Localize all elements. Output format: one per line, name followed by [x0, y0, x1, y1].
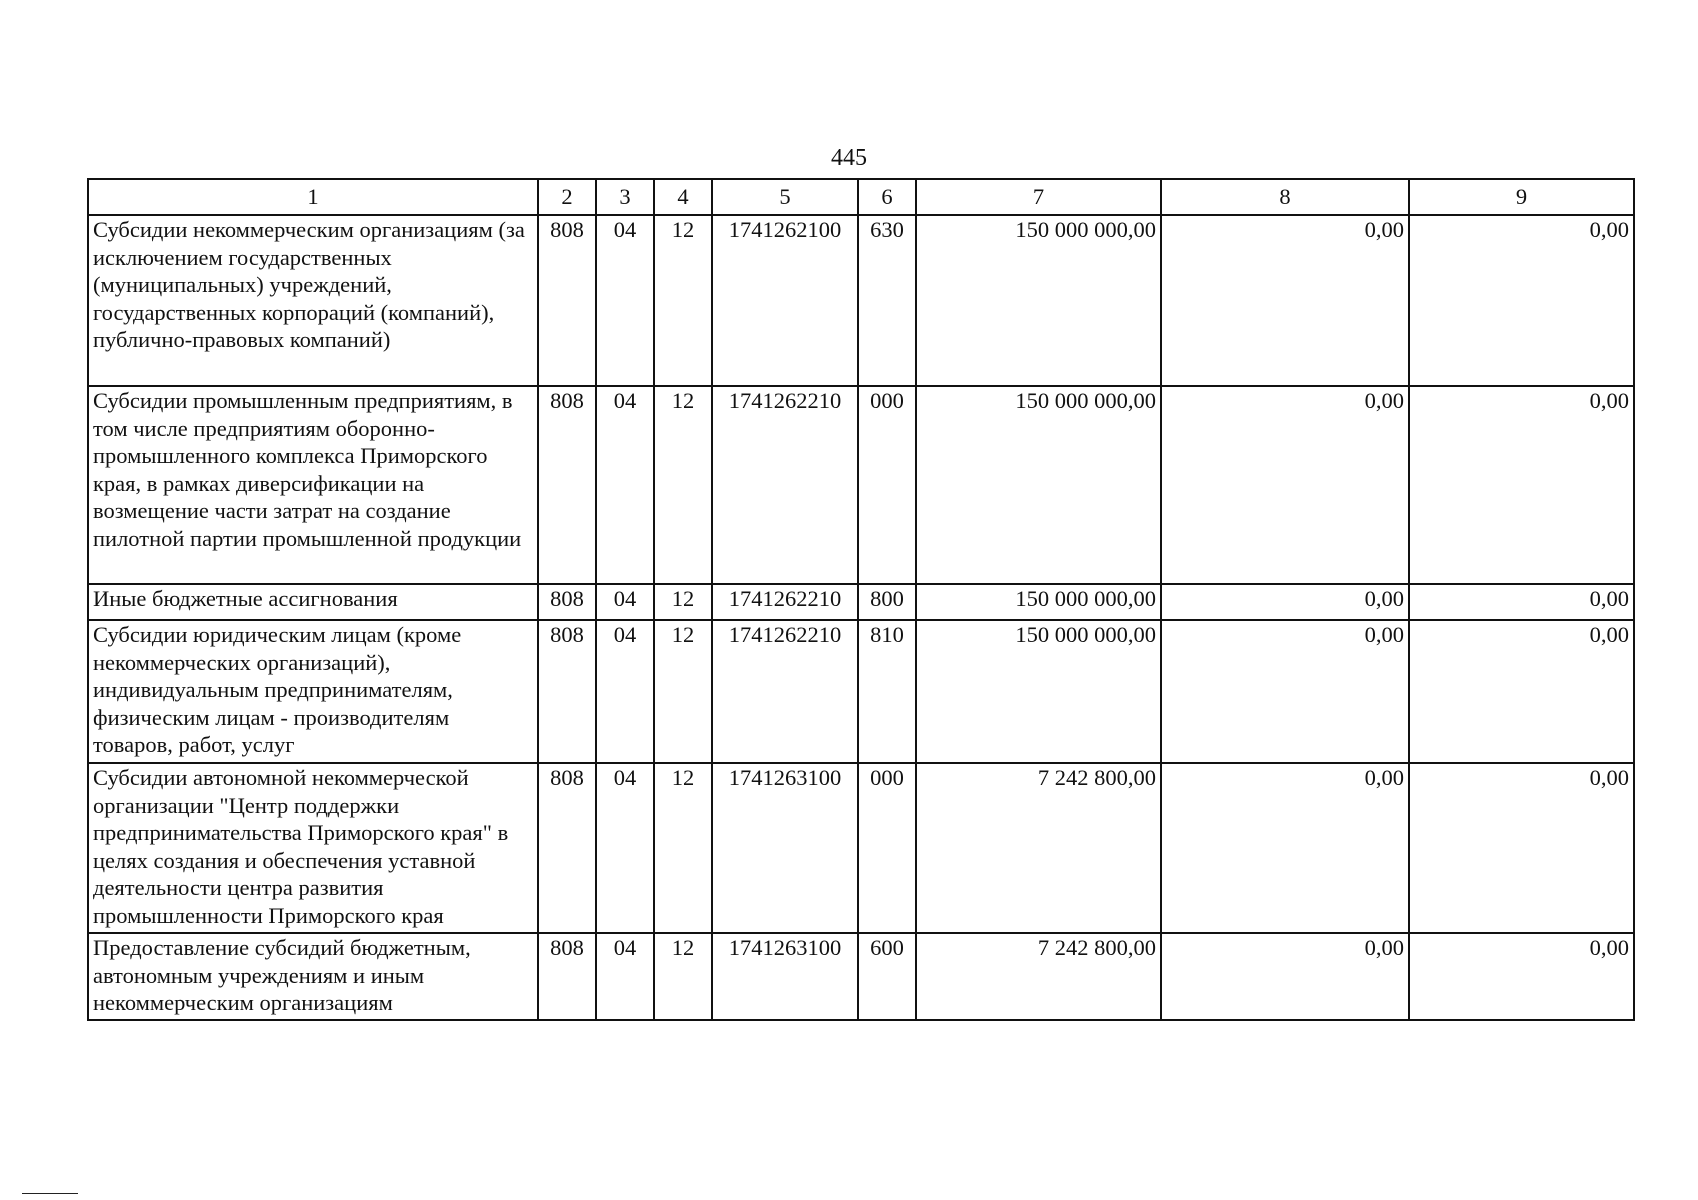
- ministry-code-cell: 808: [538, 933, 596, 1020]
- footer-rule: [22, 1193, 78, 1194]
- target-article-cell: 1741262210: [712, 584, 858, 620]
- section-code-cell: 04: [596, 215, 654, 386]
- header-cell: 2: [538, 179, 596, 215]
- subsection-code-cell: 12: [654, 763, 712, 933]
- section-code-cell: 04: [596, 763, 654, 933]
- ministry-code-cell: 808: [538, 386, 596, 584]
- row-name-cell: Иные бюджетные ассигнования: [88, 584, 538, 620]
- amount-col9-cell: 0,00: [1409, 933, 1634, 1020]
- row-name-cell: Субсидии промышленным предприятиям, в том числе предприятиям оборонно-промышленного комплекса Приморского края, в рамках диверсификации на возмещение части затрат на создание пилотной партии промышленной продукции: [88, 386, 538, 584]
- header-cell: 5: [712, 179, 858, 215]
- table-row: [88, 933, 1634, 1020]
- amount-col8-cell: 0,00: [1161, 763, 1409, 933]
- amount-col7-cell: 150 000 000,00: [916, 386, 1161, 584]
- amount-col9-cell: 0,00: [1409, 620, 1634, 763]
- target-article-cell: 1741263100: [712, 933, 858, 1020]
- expense-type-cell: 000: [858, 386, 916, 584]
- header-cell: 1: [88, 179, 538, 215]
- ministry-code-cell: 808: [538, 620, 596, 763]
- amount-col8-cell: 0,00: [1161, 620, 1409, 763]
- subsection-code-cell: 12: [654, 584, 712, 620]
- subsection-code-cell: 12: [654, 215, 712, 386]
- expense-type-cell: 000: [858, 763, 916, 933]
- header-cell: 4: [654, 179, 712, 215]
- row-name-cell: Субсидии некоммерческим организациям (за исключением государственных (муниципальных) учреждений, государственных корпораций (компаний), публично-правовых компаний): [88, 215, 538, 386]
- subsection-code-cell: 12: [654, 386, 712, 584]
- header-cell: 6: [858, 179, 916, 215]
- target-article-cell: 1741263100: [712, 763, 858, 933]
- amount-col9-cell: 0,00: [1409, 386, 1634, 584]
- row-name-cell: Предоставление субсидий бюджетным, автономным учреждениям и иным некоммерческим организациям: [88, 933, 538, 1020]
- expense-type-cell: 810: [858, 620, 916, 763]
- expense-type-cell: 630: [858, 215, 916, 386]
- header-cell: 3: [596, 179, 654, 215]
- budget-table: [87, 178, 1635, 1021]
- header-cell: 8: [1161, 179, 1409, 215]
- ministry-code-cell: 808: [538, 584, 596, 620]
- ministry-code-cell: 808: [538, 763, 596, 933]
- table-row: [88, 620, 1634, 763]
- subsection-code-cell: 12: [654, 933, 712, 1020]
- amount-col7-cell: 150 000 000,00: [916, 215, 1161, 386]
- amount-col8-cell: 0,00: [1161, 215, 1409, 386]
- expense-type-cell: 800: [858, 584, 916, 620]
- amount-col8-cell: 0,00: [1161, 584, 1409, 620]
- table-row: [88, 215, 1634, 386]
- amount-col7-cell: 150 000 000,00: [916, 584, 1161, 620]
- amount-col7-cell: 7 242 800,00: [916, 933, 1161, 1020]
- header-cell: 9: [1409, 179, 1634, 215]
- amount-col7-cell: 150 000 000,00: [916, 620, 1161, 763]
- section-code-cell: 04: [596, 386, 654, 584]
- table-header-row: [88, 179, 1634, 215]
- page-number: 445: [831, 145, 867, 171]
- amount-col9-cell: 0,00: [1409, 215, 1634, 386]
- section-code-cell: 04: [596, 933, 654, 1020]
- section-code-cell: 04: [596, 584, 654, 620]
- target-article-cell: 1741262210: [712, 620, 858, 763]
- table-row: [88, 763, 1634, 933]
- amount-col8-cell: 0,00: [1161, 386, 1409, 584]
- row-name-cell: Субсидии юридическим лицам (кроме некоммерческих организаций), индивидуальным предпринимателям, физическим лицам - производителям товаров, работ, услуг: [88, 620, 538, 763]
- subsection-code-cell: 12: [654, 620, 712, 763]
- target-article-cell: 1741262210: [712, 386, 858, 584]
- amount-col9-cell: 0,00: [1409, 584, 1634, 620]
- ministry-code-cell: 808: [538, 215, 596, 386]
- amount-col9-cell: 0,00: [1409, 763, 1634, 933]
- target-article-cell: 1741262100: [712, 215, 858, 386]
- table-row: [88, 386, 1634, 584]
- header-cell: 7: [916, 179, 1161, 215]
- amount-col8-cell: 0,00: [1161, 933, 1409, 1020]
- table-row: [88, 584, 1634, 620]
- expense-type-cell: 600: [858, 933, 916, 1020]
- section-code-cell: 04: [596, 620, 654, 763]
- row-name-cell: Субсидии автономной некоммерческой организации "Центр поддержки предпринимательства Приморского края" в целях создания и обеспечения уставной деятельности центра развития промышленности Приморского края: [88, 763, 538, 933]
- amount-col7-cell: 7 242 800,00: [916, 763, 1161, 933]
